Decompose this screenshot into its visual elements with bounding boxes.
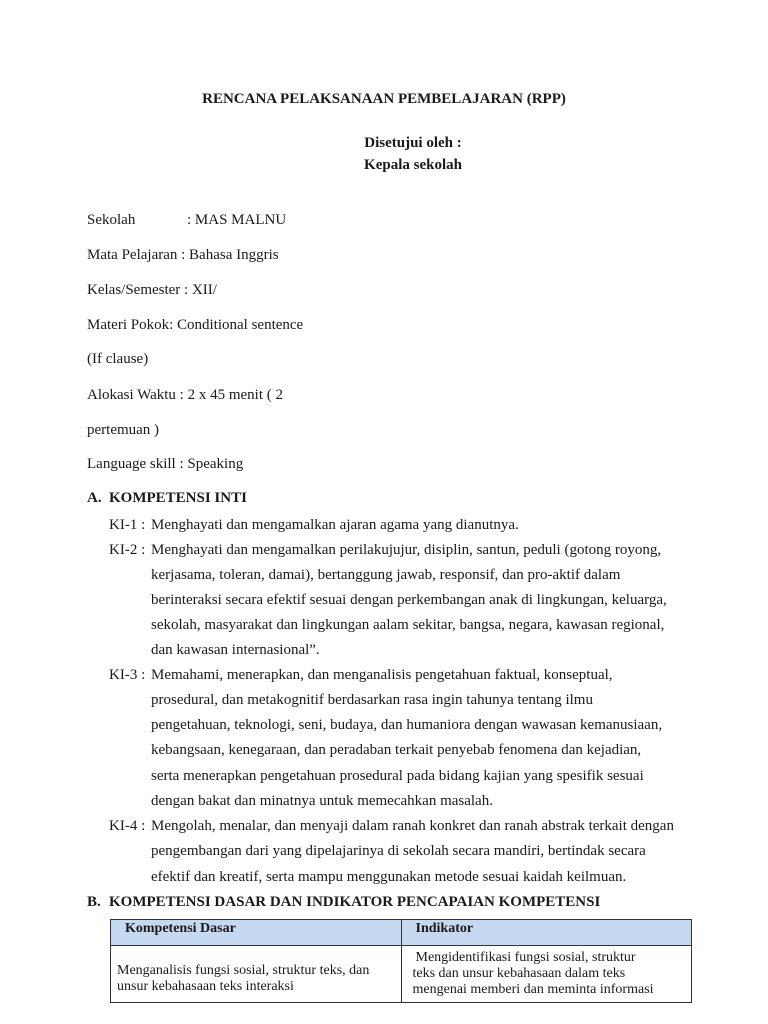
info-skill: Language skill : Speaking [87,456,244,472]
ki-3-label: KI-3 : [109,667,146,683]
ki-3-line: kebangsaan, kenegaraan, dan peradaban terkait penyebab fenomena dan kejadian, [151,742,642,758]
info-materi-line-2: (If clause) [87,351,149,367]
ki-3-line: serta menerapkan pengetahuan prosedural pada bidang kajian yang spesifik sesuai [151,768,644,784]
section-b-letter: B. [87,894,101,910]
info-materi-line-1: Materi Pokok: Conditional sentence [87,317,304,333]
ki-4-label: KI-4 : [109,818,146,834]
ki-4-line: pengembangan dari yang dipelajarinya di sekolah secara mandiri, bertindak secara [151,843,646,859]
ki-2-line: kerjasama, toleran, damai), bertanggung jawab, responsif, dan pro-aktif dalam [151,567,621,583]
ki-1-label: KI-1 : [109,517,146,533]
section-a-letter: A. [87,490,102,506]
sekolah-label: Sekolah [87,212,136,228]
cell-kompetensi-dasar [111,946,402,1003]
kompetensi-table [110,919,692,1003]
info-alokasi-line-2: pertemuan ) [87,422,160,438]
kd-line: Menganalisis fungsi sosial, struktur teks, dan [117,963,370,978]
section-b-heading [87,894,600,911]
kd-line: unsur kebahasaan teks interaksi [117,979,294,994]
approval-line-1: Disetujui oleh : [364,135,462,151]
indikator-line: mengenai memberi dan meminta informasi [412,982,654,997]
table-header-row [111,920,692,946]
info-alokasi-line-1: Alokasi Waktu : 2 x 45 menit ( 2 [87,387,283,403]
ki-1-line: Menghayati dan mengamalkan ajaran agama yang dianutnya. [151,517,519,533]
document-title: RENCANA PELAKSANAAN PEMBELAJARAN (RPP) [202,91,566,107]
sekolah-value: : MAS MALNU [187,212,287,228]
section-a-heading [87,490,247,507]
ki-4-line: Mengolah, menalar, dan menyaji dalam ranah konkret dan ranah abstrak terkait dengan [151,818,674,834]
info-kelas: Kelas/Semester : XII/ [87,282,217,298]
ki-3-line: pengetahuan, teknologi, seni, budaya, dan humaniora dengan wawasan kemanusiaan, [151,717,663,733]
ki-2-label: KI-2 : [109,542,146,558]
header-kompetensi-dasar: Kompetensi Dasar [111,920,402,946]
info-mapel: Mata Pelajaran : Bahasa Inggris [87,247,279,263]
table-row [111,946,692,1003]
ki-3-line: Memahami, menerapkan, dan menganalisis pengetahuan faktual, konseptual, [151,667,613,683]
ki-2-line: sekolah, masyarakat dan lingkungan aalam sekitar, bangsa, negara, kawasan regional, [151,617,665,633]
approval-line-2: Kepala sekolah [364,157,462,173]
ki-2-line: dan kawasan internasional”. [151,642,320,658]
cell-indikator [401,946,692,1003]
ki-2-line: berinteraksi secara efektif sesuai dengan perkembangan anak di lingkungan, keluarga, [151,592,667,608]
section-b-title: KOMPETENSI DASAR DAN INDIKATOR PENCAPAIAN KOMPETENSI [109,894,601,910]
indikator-line: teks dan unsur kebahasaan dalam teks [412,966,626,981]
indikator-line: Mengidentifikasi fungsi sosial, struktur [415,950,636,965]
ki-2-line: Menghayati dan mengamalkan perilakujujur, disiplin, santun, peduli (gotong royong, [151,542,662,558]
section-a-title: KOMPETENSI INTI [109,490,247,506]
ki-4-line: efektif dan kreatif, serta mampu menggunakan metode sesuai kaidah keilmuan. [151,869,627,885]
ki-3-line: prosedural, dan metakognitif berdasarkan rasa ingin tahunya tentang ilmu [151,692,593,708]
info-sekolah [87,212,286,229]
ki-3-line: dengan bakat dan minatnya untuk memecahkan masalah. [151,793,493,809]
header-indikator: Indikator [401,920,692,946]
